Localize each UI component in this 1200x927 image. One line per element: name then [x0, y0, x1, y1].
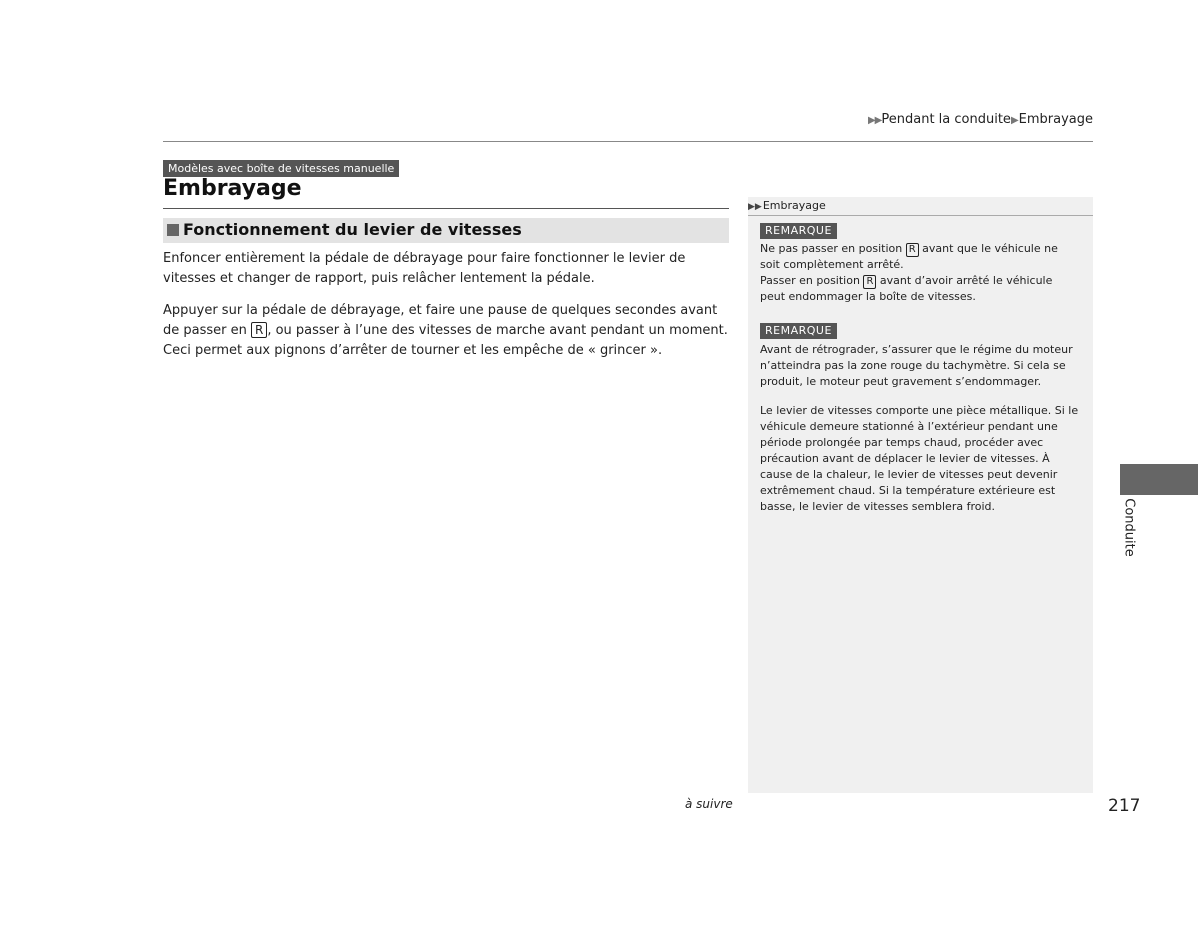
note-1-a-end: avant que le véhicule ne soit complètement arrêté.	[760, 242, 1058, 271]
reference-arrow-icon: ▶▶	[748, 202, 762, 212]
arrow-icon: ▶	[1010, 115, 1019, 126]
note-1-b-start: Passer en position	[760, 274, 864, 287]
paragraph-2	[163, 301, 729, 361]
reverse-key-icon: R	[906, 243, 919, 257]
section-title: Fonctionnement du levier de vitesses	[183, 220, 522, 239]
breadcrumb-item-clutch: Embrayage	[1018, 112, 1093, 127]
note-label: REMARQUE	[760, 223, 837, 239]
continued-label: à suivre	[685, 797, 733, 811]
sidebar-heading-text: Embrayage	[762, 199, 826, 212]
note-2-text: Avant de rétrograder, s’assurer que le régime du moteur n’atteindra pas la zone rouge du tachymètre. Si cela se produit, le moteur peut gravement s’endommager.	[760, 343, 1073, 388]
note-label: REMARQUE	[760, 323, 837, 339]
sidebar-panel	[748, 197, 1093, 793]
page-title: Embrayage	[163, 176, 302, 201]
reverse-key-icon: R	[251, 322, 267, 338]
note-1-b-end: avant d’avoir arrêté le véhicule peut endommager la boîte de vitesses.	[760, 274, 1053, 303]
sidebar-heading	[748, 197, 1093, 216]
chapter-label: Conduite	[1121, 498, 1137, 557]
model-tag: Modèles avec boîte de vitesses manuelle	[163, 160, 399, 177]
paragraph-2-text-end: , ou passer à l’une des vitesses de marche avant pendant un moment. Ceci permet aux pignons d’arrêter de tourner et les empêche de « grincer ».	[163, 323, 728, 358]
paragraph-1: Enfoncer entièrement la pédale de débrayage pour faire fonctionner le levier de vitesses et changer de rapport, puis relâcher lentement la pédale.	[163, 251, 686, 286]
paragraph-2-text-start: Appuyer sur la pédale de débrayage, et faire une pause de quelques secondes avant de passer en	[163, 303, 718, 338]
square-bullet-icon	[167, 224, 179, 236]
header-divider	[163, 141, 1093, 142]
breadcrumb	[860, 112, 1093, 127]
note-1-text-a	[760, 241, 1080, 273]
note-1-a-start: Ne pas passer en position	[760, 242, 906, 255]
breadcrumb-item-driving: Pendant la conduite	[881, 112, 1011, 127]
double-arrow-icon: ▶▶	[867, 115, 882, 126]
chapter-tab	[1120, 464, 1198, 495]
note-1-text-b	[760, 273, 1080, 305]
info-text: Le levier de vitesses comporte une pièce métallique. Si le véhicule demeure stationné à l’extérieur pendant une période prolongée par temps chaud, procéder avec précaution avant de déplacer le levier de vitesses. À cause de la chaleur, le levier de vitesses peut devenir extrêmement chaud. Si la température extérieure est basse, le levier de vitesses semblera froid.	[760, 404, 1079, 513]
section-header	[163, 218, 729, 243]
reverse-key-icon: R	[863, 275, 876, 289]
page-number: 217	[1108, 796, 1141, 816]
title-divider	[163, 208, 729, 209]
